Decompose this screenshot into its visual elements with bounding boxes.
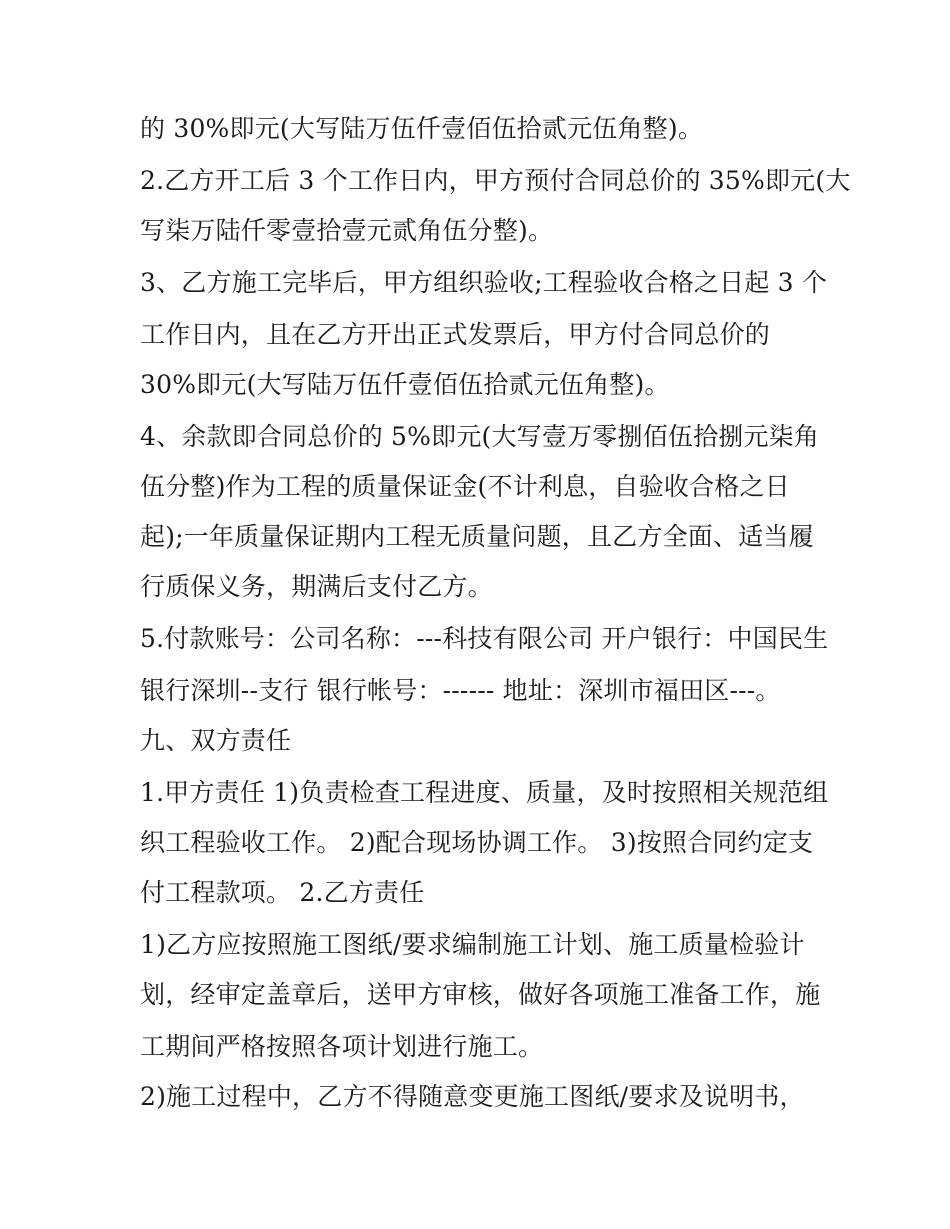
- text-line: 划，经审定盖章后，送甲方审核，做好各项施工准备工作，施: [140, 980, 821, 1009]
- text-line: 1)乙方应按照施工图纸/要求编制施工计划、施工质量检验计: [140, 930, 805, 959]
- section-heading: 九、双方责任: [140, 726, 292, 755]
- text-line: 工作日内，且在乙方开出正式发票后，甲方付合同总价的: [140, 320, 771, 349]
- text-line: 30%即元(大写陆万伍仟壹佰伍拾贰元伍角整)。: [140, 370, 670, 399]
- text-line: 织工程验收工作。 2)配合现场协调工作。 3)按照合同约定支: [140, 828, 814, 857]
- text-line: 行质保义务，期满后支付乙方。: [140, 572, 493, 601]
- text-line: 银行深圳--支行 银行帐号：------ 地址：深圳市福田区---。: [140, 676, 781, 705]
- text-line: 写柒万陆仟零壹拾壹元贰角伍分整)。: [140, 216, 554, 245]
- text-line: 2)施工过程中，乙方不得随意变更施工图纸/要求及说明书，: [140, 1082, 805, 1111]
- text-line: 2.乙方开工后 3 个工作日内，甲方预付合同总价的 35%即元(大: [140, 166, 851, 195]
- text-line: 付工程款项。 2.乙方责任: [140, 878, 425, 907]
- text-line: 1.甲方责任 1)负责检查工程进度、质量，及时按照相关规范组: [140, 778, 829, 807]
- text-line: 工期间严格按照各项计划进行施工。: [140, 1032, 544, 1061]
- text-line: 伍分整)作为工程的质量保证金(不计利息，自验收合格之日: [140, 472, 790, 501]
- text-line: 5.付款账号：公司名称：---科技有限公司 开户银行：中国民生: [140, 624, 829, 653]
- text-line: 3、乙方施工完毕后，甲方组织验收;工程验收合格之日起 3 个: [140, 268, 828, 297]
- text-line: 的 30%即元(大写陆万伍仟壹佰伍拾贰元伍角整)。: [140, 114, 704, 143]
- text-line: 起);一年质量保证期内工程无质量问题，且乙方全面、适当履: [140, 522, 814, 551]
- text-line: 4、余款即合同总价的 5%即元(大写壹万零捌佰伍拾捌元柒角: [140, 422, 820, 451]
